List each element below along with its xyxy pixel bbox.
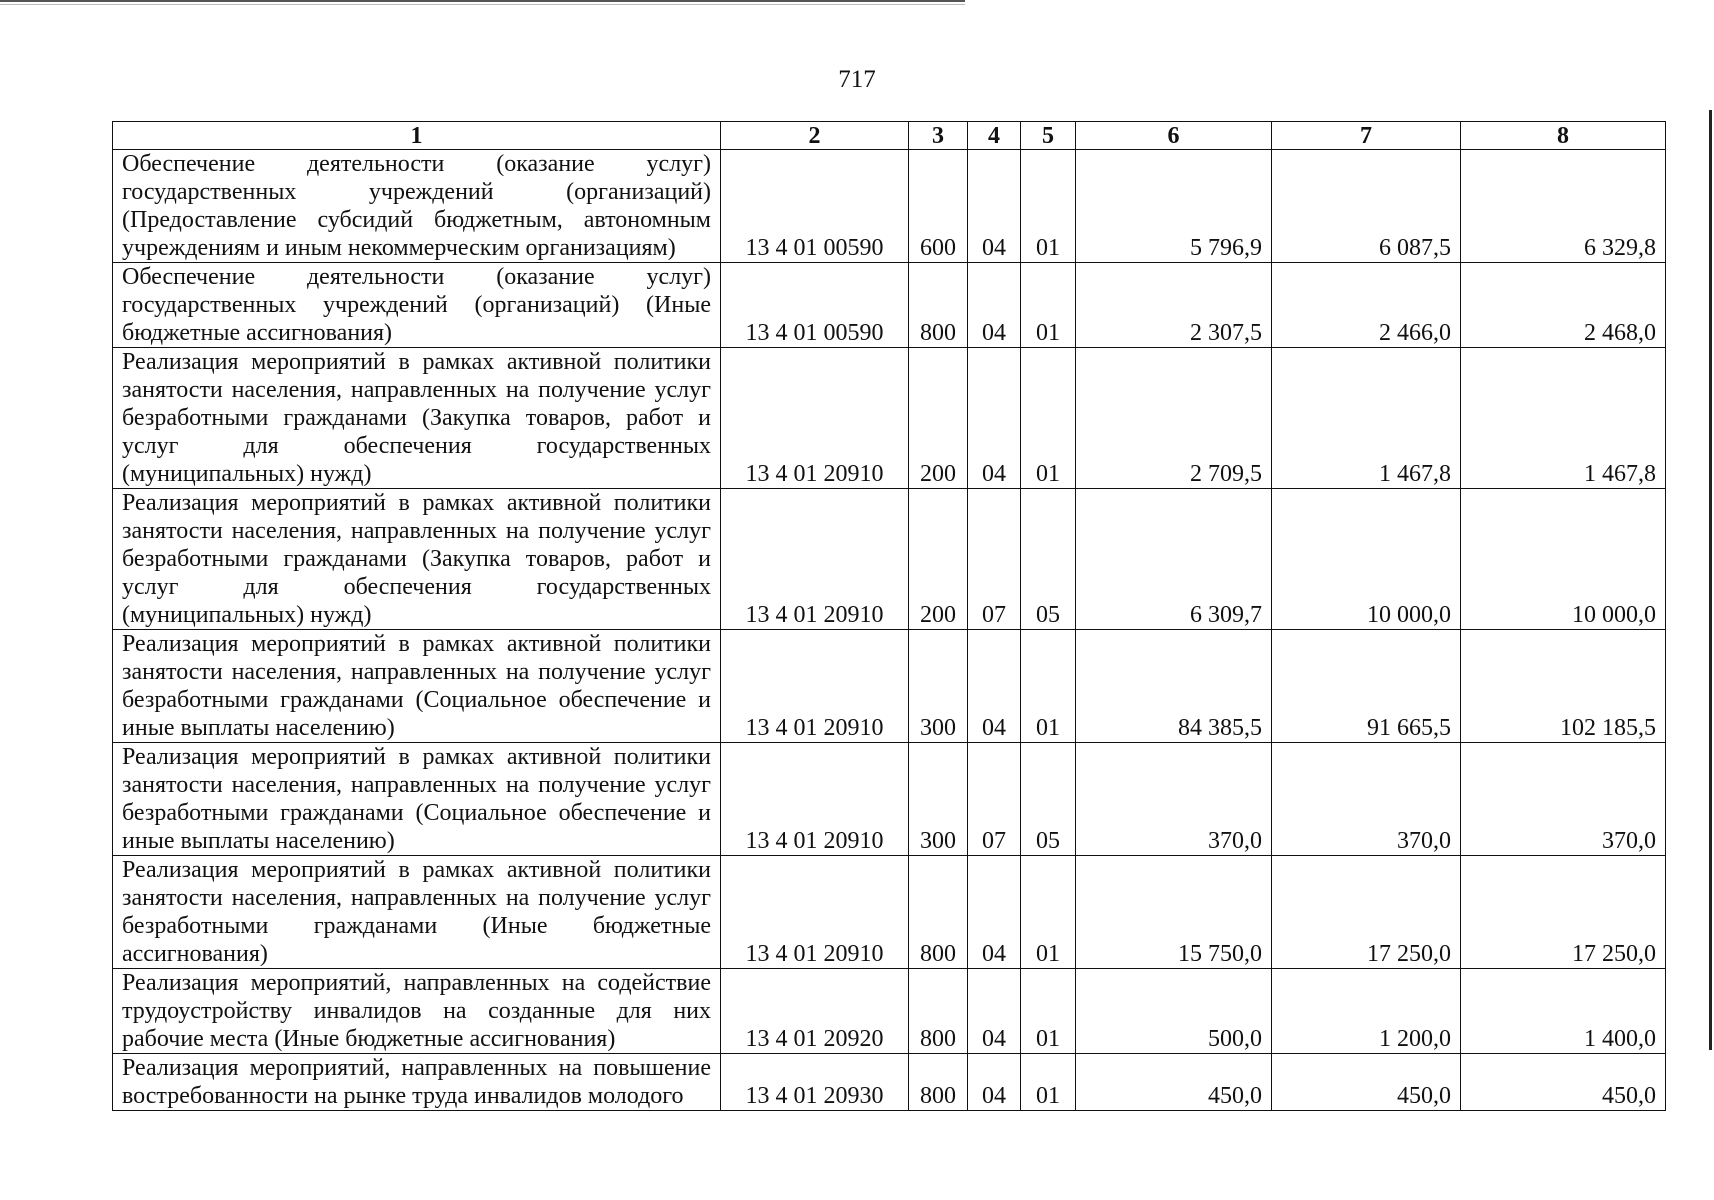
subsection-cell: 05 [1021, 489, 1076, 630]
section-cell: 04 [968, 969, 1021, 1054]
column-header: 4 [968, 122, 1021, 150]
description-line: учреждениям и иным некоммерческим организациям) [122, 235, 676, 261]
amount-cell-7: 1 200,0 [1272, 969, 1461, 1054]
budget-code-cell: 13 4 01 20910 [721, 348, 909, 489]
column-header: 8 [1461, 122, 1666, 150]
description-line: безработными гражданами (Социальное обеспечение и [122, 800, 711, 826]
description-line: Обеспечение деятельности (оказание услуг) [122, 264, 711, 290]
table-row [113, 630, 1666, 743]
description-line: государственных учреждений (организаций) [122, 179, 711, 205]
amount-cell-8: 1 400,0 [1461, 969, 1666, 1054]
section-cell: 04 [968, 1054, 1021, 1111]
subsection-cell: 01 [1021, 150, 1076, 263]
subsection-cell: 05 [1021, 743, 1076, 856]
subsection-cell: 01 [1021, 348, 1076, 489]
section-cell: 04 [968, 263, 1021, 348]
amount-cell-6: 370,0 [1076, 743, 1272, 856]
description-line: (муниципальных) нужд) [122, 602, 372, 628]
amount-cell-8: 6 329,8 [1461, 150, 1666, 263]
subsection-cell: 01 [1021, 263, 1076, 348]
row-description [113, 969, 721, 1054]
row-description [113, 489, 721, 630]
description-line: безработными гражданами (Закупка товаров, работ и [122, 546, 711, 572]
description-line: Реализация мероприятий в рамках активной политики [122, 857, 711, 883]
amount-cell-6: 450,0 [1076, 1054, 1272, 1111]
amount-cell-6: 2 709,5 [1076, 348, 1272, 489]
amount-cell-6: 5 796,9 [1076, 150, 1272, 263]
row-description [113, 263, 721, 348]
table-row [113, 348, 1666, 489]
expense-type-cell: 200 [909, 489, 968, 630]
amount-cell-7: 17 250,0 [1272, 856, 1461, 969]
description-line: безработными гражданами (Закупка товаров, работ и [122, 405, 711, 431]
description-line: трудоустройству инвалидов на созданные для них [122, 998, 711, 1024]
page-number: 717 [838, 66, 876, 93]
section-cell: 04 [968, 630, 1021, 743]
description-line: востребованности на рынке труда инвалидов молодого [122, 1083, 684, 1109]
amount-cell-7: 370,0 [1272, 743, 1461, 856]
row-description [113, 348, 721, 489]
budget-code-cell: 13 4 01 20910 [721, 630, 909, 743]
description-line: Реализация мероприятий в рамках активной политики [122, 490, 711, 516]
top-rule-thin [0, 4, 965, 5]
table-row [113, 743, 1666, 856]
column-header: 6 [1076, 122, 1272, 150]
description-line: безработными гражданами (Социальное обеспечение и [122, 687, 711, 713]
description-line: услуг для обеспечения государственных [122, 574, 711, 600]
subsection-cell: 01 [1021, 1054, 1076, 1111]
expense-type-cell: 800 [909, 856, 968, 969]
description-line: Реализация мероприятий в рамках активной политики [122, 349, 711, 375]
description-line: (Предоставление субсидий бюджетным, автономным [122, 207, 711, 233]
budget-code-cell: 13 4 01 20910 [721, 489, 909, 630]
description-line: (муниципальных) нужд) [122, 461, 372, 487]
budget-code-cell: 13 4 01 20910 [721, 743, 909, 856]
row-description [113, 743, 721, 856]
expense-type-cell: 300 [909, 743, 968, 856]
subsection-cell: 01 [1021, 856, 1076, 969]
table-row [113, 1054, 1666, 1111]
amount-cell-6: 6 309,7 [1076, 489, 1272, 630]
description-line: Реализация мероприятий, направленных на повышение [122, 1055, 711, 1081]
description-line: иные выплаты населению) [122, 828, 395, 854]
section-cell: 07 [968, 489, 1021, 630]
description-line: рабочие места (Иные бюджетные ассигнования) [122, 1026, 616, 1052]
description-line: услуг для обеспечения государственных [122, 433, 711, 459]
table-header-row [113, 122, 1666, 150]
row-description [113, 630, 721, 743]
amount-cell-8: 2 468,0 [1461, 263, 1666, 348]
section-cell: 04 [968, 150, 1021, 263]
expense-type-cell: 800 [909, 1054, 968, 1111]
description-line: занятости населения, направленных на получение услуг [122, 377, 711, 403]
table-row [113, 263, 1666, 348]
amount-cell-6: 500,0 [1076, 969, 1272, 1054]
budget-code-cell: 13 4 01 00590 [721, 263, 909, 348]
expense-type-cell: 300 [909, 630, 968, 743]
amount-cell-6: 2 307,5 [1076, 263, 1272, 348]
description-line: бюджетные ассигнования) [122, 320, 393, 346]
row-description [113, 150, 721, 263]
amount-cell-7: 10 000,0 [1272, 489, 1461, 630]
amount-cell-7: 1 467,8 [1272, 348, 1461, 489]
amount-cell-7: 91 665,5 [1272, 630, 1461, 743]
budget-code-cell: 13 4 01 20910 [721, 856, 909, 969]
budget-table [112, 121, 1666, 1111]
description-line: занятости населения, направленных на получение услуг [122, 518, 711, 544]
top-rule [0, 0, 965, 2]
table-row [113, 489, 1666, 630]
page-edge-mark [1709, 110, 1712, 1050]
expense-type-cell: 800 [909, 263, 968, 348]
amount-cell-8: 370,0 [1461, 743, 1666, 856]
budget-code-cell: 13 4 01 00590 [721, 150, 909, 263]
description-line: занятости населения, направленных на получение услуг [122, 659, 711, 685]
amount-cell-8: 1 467,8 [1461, 348, 1666, 489]
subsection-cell: 01 [1021, 630, 1076, 743]
column-header: 2 [721, 122, 909, 150]
expense-type-cell: 200 [909, 348, 968, 489]
table-row [113, 856, 1666, 969]
budget-code-cell: 13 4 01 20920 [721, 969, 909, 1054]
description-line: иные выплаты населению) [122, 715, 395, 741]
table-body [113, 150, 1666, 1111]
amount-cell-7: 450,0 [1272, 1054, 1461, 1111]
section-cell: 07 [968, 743, 1021, 856]
description-line: Реализация мероприятий в рамках активной политики [122, 631, 711, 657]
amount-cell-8: 102 185,5 [1461, 630, 1666, 743]
description-line: занятости населения, направленных на получение услуг [122, 885, 711, 911]
expense-type-cell: 800 [909, 969, 968, 1054]
budget-code-cell: 13 4 01 20930 [721, 1054, 909, 1111]
amount-cell-6: 15 750,0 [1076, 856, 1272, 969]
row-description [113, 856, 721, 969]
amount-cell-8: 17 250,0 [1461, 856, 1666, 969]
description-line: государственных учреждений (организаций) (Иные [122, 292, 711, 318]
amount-cell-8: 10 000,0 [1461, 489, 1666, 630]
expense-type-cell: 600 [909, 150, 968, 263]
row-description [113, 1054, 721, 1111]
description-line: ассигнования) [122, 941, 268, 967]
amount-cell-7: 6 087,5 [1272, 150, 1461, 263]
section-cell: 04 [968, 856, 1021, 969]
column-header: 7 [1272, 122, 1461, 150]
description-line: безработными гражданами (Иные бюджетные [122, 913, 711, 939]
subsection-cell: 01 [1021, 969, 1076, 1054]
description-line: Обеспечение деятельности (оказание услуг) [122, 151, 711, 177]
description-line: Реализация мероприятий в рамках активной политики [122, 744, 711, 770]
description-line: занятости населения, направленных на получение услуг [122, 772, 711, 798]
column-header: 1 [113, 122, 721, 150]
amount-cell-8: 450,0 [1461, 1054, 1666, 1111]
description-line: Реализация мероприятий, направленных на содействие [122, 970, 711, 996]
table-row [113, 150, 1666, 263]
section-cell: 04 [968, 348, 1021, 489]
column-header: 5 [1021, 122, 1076, 150]
table-row [113, 969, 1666, 1054]
column-header: 3 [909, 122, 968, 150]
amount-cell-7: 2 466,0 [1272, 263, 1461, 348]
amount-cell-6: 84 385,5 [1076, 630, 1272, 743]
